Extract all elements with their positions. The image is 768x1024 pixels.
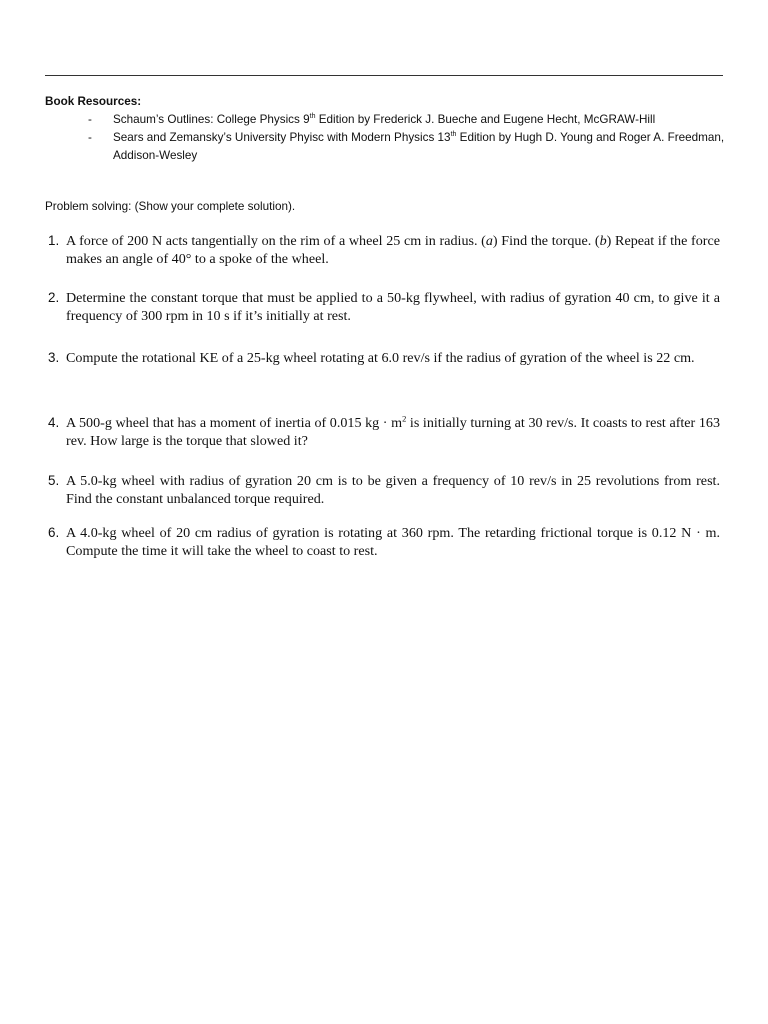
resource-details: Edition by Frederick J. Bueche and Eugene Hecht, McGRAW-Hill bbox=[315, 113, 656, 126]
problem-item bbox=[48, 414, 720, 450]
problem-item bbox=[48, 349, 720, 367]
text-segment: is initially turning at 30 rev/s. It coasts to rest after 163 rev. How large is the torque that slowed it? bbox=[66, 415, 720, 449]
resource-details: Edition by Hugh D. Young and Roger A. Freedman, Addison-Wesley bbox=[113, 131, 725, 162]
instruction-text: Problem solving: (Show your complete solution). bbox=[45, 200, 296, 213]
problem-text bbox=[66, 232, 720, 268]
problem-number: 4. bbox=[48, 415, 60, 430]
ordinal-suffix: th bbox=[450, 131, 457, 139]
problem-item bbox=[48, 472, 720, 508]
problem-text: Compute the rotational KE of a 25-kg wheel rotating at 6.0 rev/s if the radius of gyration of the wheel is 22 cm. bbox=[66, 350, 695, 366]
problem-number: 6. bbox=[48, 525, 60, 540]
book-resource-item bbox=[88, 111, 728, 129]
problem-text: A 5.0-kg wheel with radius of gyration 20 cm is to be given a frequency of 10 rev/s in 25 revolutions from rest. Find the constant unbalanced torque required. bbox=[66, 473, 720, 507]
text-segment: ) Find the torque. ( bbox=[492, 233, 600, 249]
part-label: a bbox=[485, 233, 493, 249]
header-rule bbox=[45, 75, 723, 76]
text-segment: ) Repeat if the force makes an angle of 40° to a spoke of the wheel. bbox=[66, 233, 720, 267]
book-resources-heading: Book Resources: bbox=[45, 95, 142, 108]
text-segment: A force of 200 N acts tangentially on the rim of a wheel 25 cm in radius. ( bbox=[66, 233, 486, 249]
resource-title: Sears and Zemansky’s University Phyisc with Modern Physics 13 bbox=[113, 131, 451, 144]
problem-text bbox=[66, 414, 720, 450]
problem-item bbox=[48, 232, 720, 268]
problem-item bbox=[48, 524, 720, 560]
problem-number: 3. bbox=[48, 350, 60, 365]
problem-number: 1. bbox=[48, 233, 60, 248]
book-resources-list bbox=[88, 111, 728, 165]
book-resource-item bbox=[88, 129, 728, 165]
problem-number: 2. bbox=[48, 290, 60, 305]
ordinal-suffix: th bbox=[309, 113, 316, 121]
problem-text: A 4.0-kg wheel of 20 cm radius of gyration is rotating at 360 rpm. The retarding frictional torque is 0.12 N · m. Compute the time it will take the wheel to coast to rest. bbox=[66, 525, 720, 559]
text-segment: A 500-g wheel that has a moment of inertia of 0.015 kg · m bbox=[66, 415, 403, 431]
problem-item bbox=[48, 289, 720, 325]
problem-text: Determine the constant torque that must be applied to a 50-kg flywheel, with radius of gyration 40 cm, to give it a frequency of 300 rpm in 10 s if it’s initially at rest. bbox=[66, 290, 720, 324]
bullet-dash: - bbox=[88, 113, 92, 126]
bullet-dash: - bbox=[88, 131, 92, 144]
part-label: b bbox=[599, 233, 607, 249]
exponent: 2 bbox=[402, 413, 407, 424]
problem-number: 5. bbox=[48, 473, 60, 488]
resource-title: Schaum’s Outlines: College Physics 9 bbox=[113, 113, 310, 126]
